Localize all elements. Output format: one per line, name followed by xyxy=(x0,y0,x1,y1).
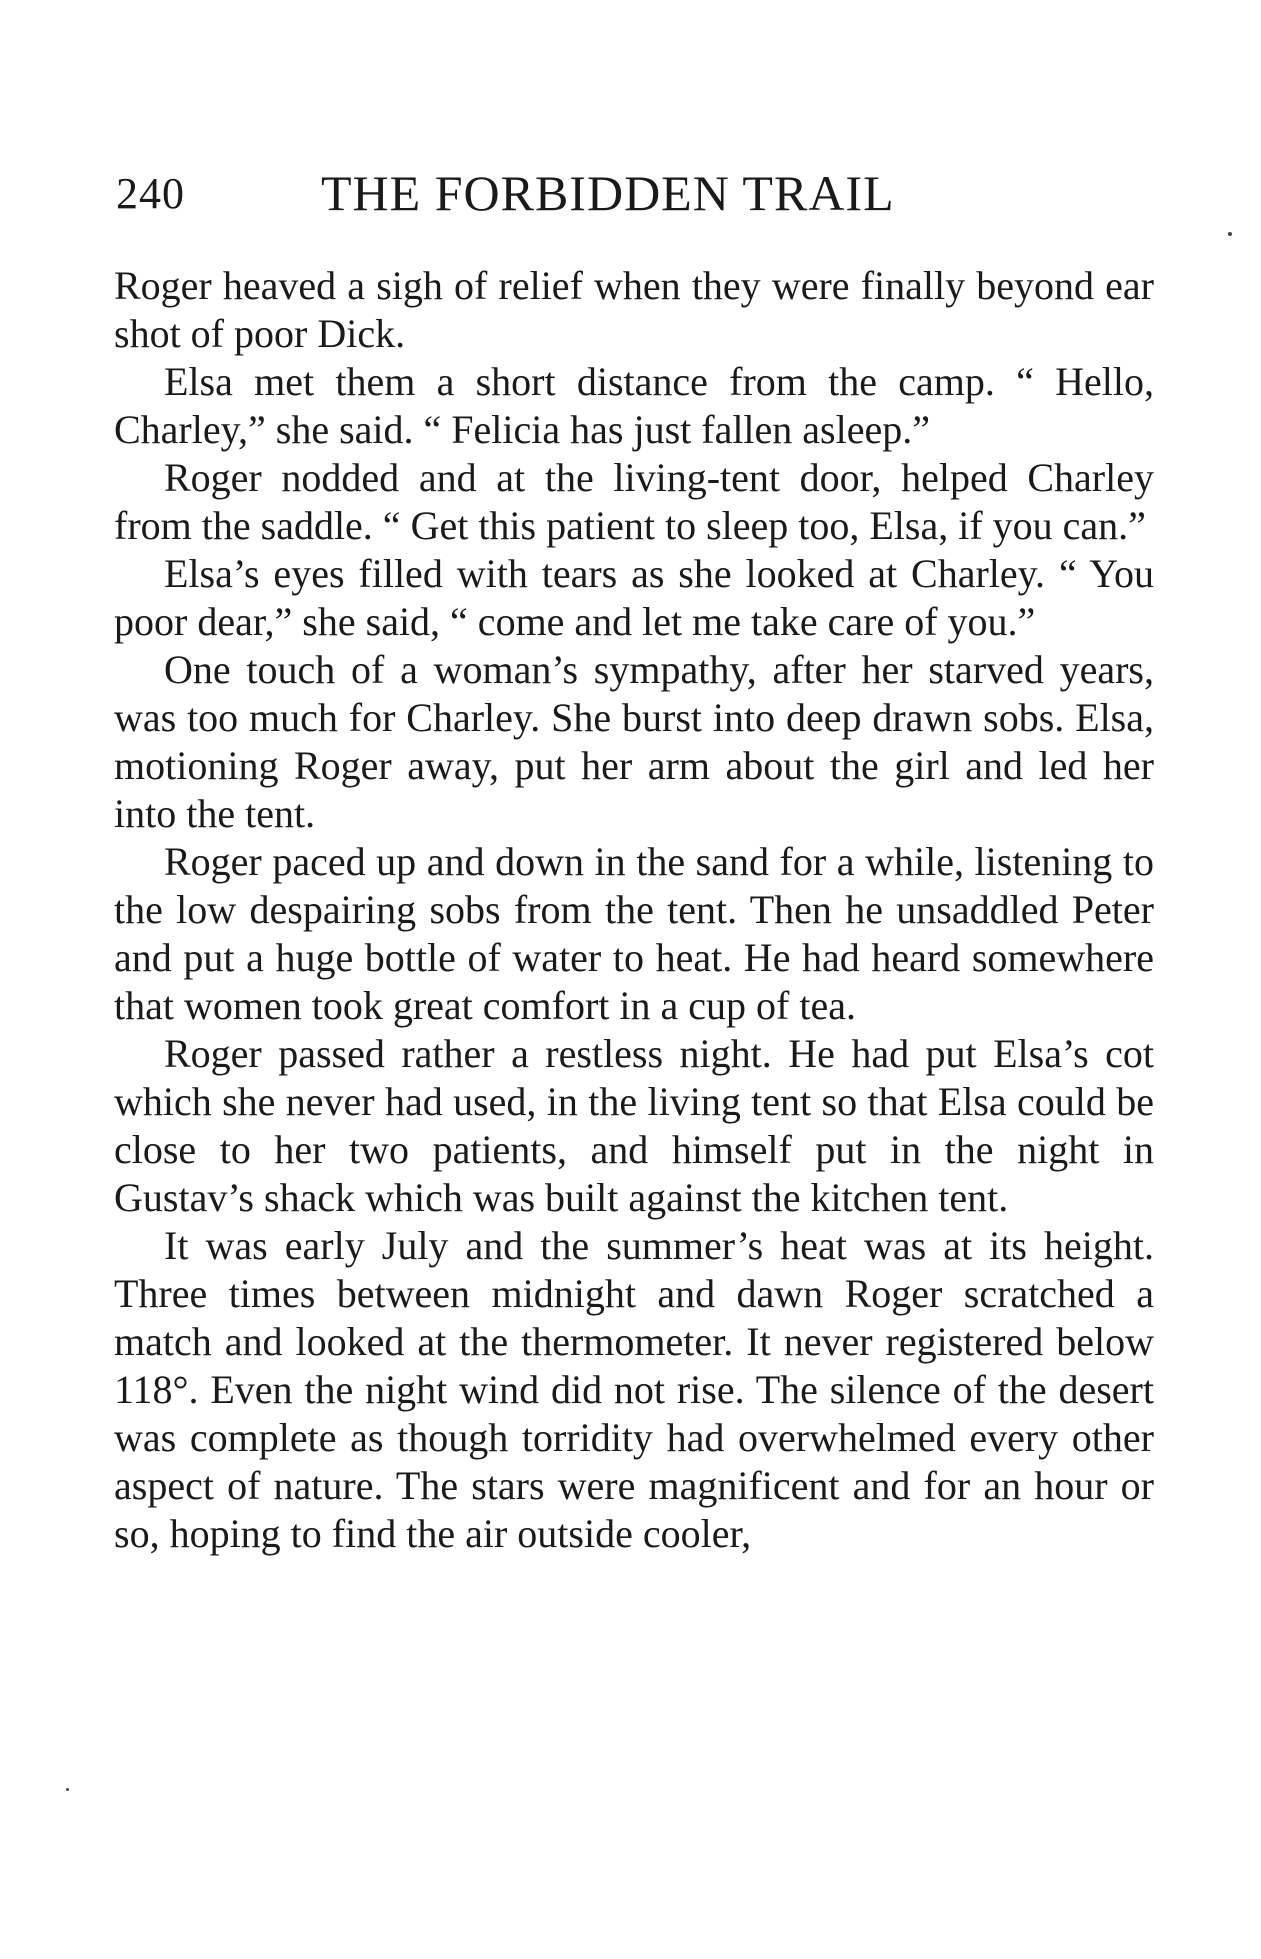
paragraph: Roger paced up and down in the sand for a while, listening to the low despairing sobs from the tent. Then he unsaddled Peter and put a huge bottle of water to heat. He had heard somewhere that women took great comfort in a cup of tea. xyxy=(114,839,1154,1028)
paragraph: It was early July and the summer’s heat was at its height. Three times between midnight and dawn Roger scratched a match and looked at the thermometer. It never registered below 118°. Even the night wind did not rise. The silence of the desert was complete as though torridity had overwhelmed every other aspect of nature. The stars were magnificent and for an hour or so, hoping to find the air outside cooler, xyxy=(114,1223,1154,1556)
paragraph: Roger passed rather a restless night. He had put Elsa’s cot which she never had used, in the living tent so that Elsa could be close to her two patients, and himself put in the night in Gustav’s shack which was built against the kitchen tent. xyxy=(114,1031,1154,1220)
paragraph: Roger nodded and at the living-tent door, helped Charley from the saddle. “ Get this patient to sleep too, Elsa, if you can.” xyxy=(114,455,1154,548)
page-number: 240 xyxy=(116,169,185,218)
paper-speck xyxy=(66,1788,69,1791)
paragraph: Elsa’s eyes filled with tears as she looked at Charley. “ You poor dear,” she said, “ come and let me take care of you.” xyxy=(114,551,1154,644)
paper-speck xyxy=(1228,232,1232,236)
paragraph: One touch of a woman’s sympathy, after her starved years, was too much for Charley. She burst into deep drawn sobs. Elsa, motioning Roger away, put her arm about the girl and led her into the tent. xyxy=(114,647,1154,836)
running-title: THE FORBIDDEN TRAIL xyxy=(321,165,895,221)
paragraph: Elsa met them a short distance from the camp. “ Hello, Charley,” she said. “ Felicia has just fallen asleep.” xyxy=(114,359,1154,452)
paragraph: Roger heaved a sigh of relief when they were finally beyond ear shot of poor Dick. xyxy=(114,263,1154,356)
page-header xyxy=(116,165,1156,228)
body-text xyxy=(114,262,1154,1558)
